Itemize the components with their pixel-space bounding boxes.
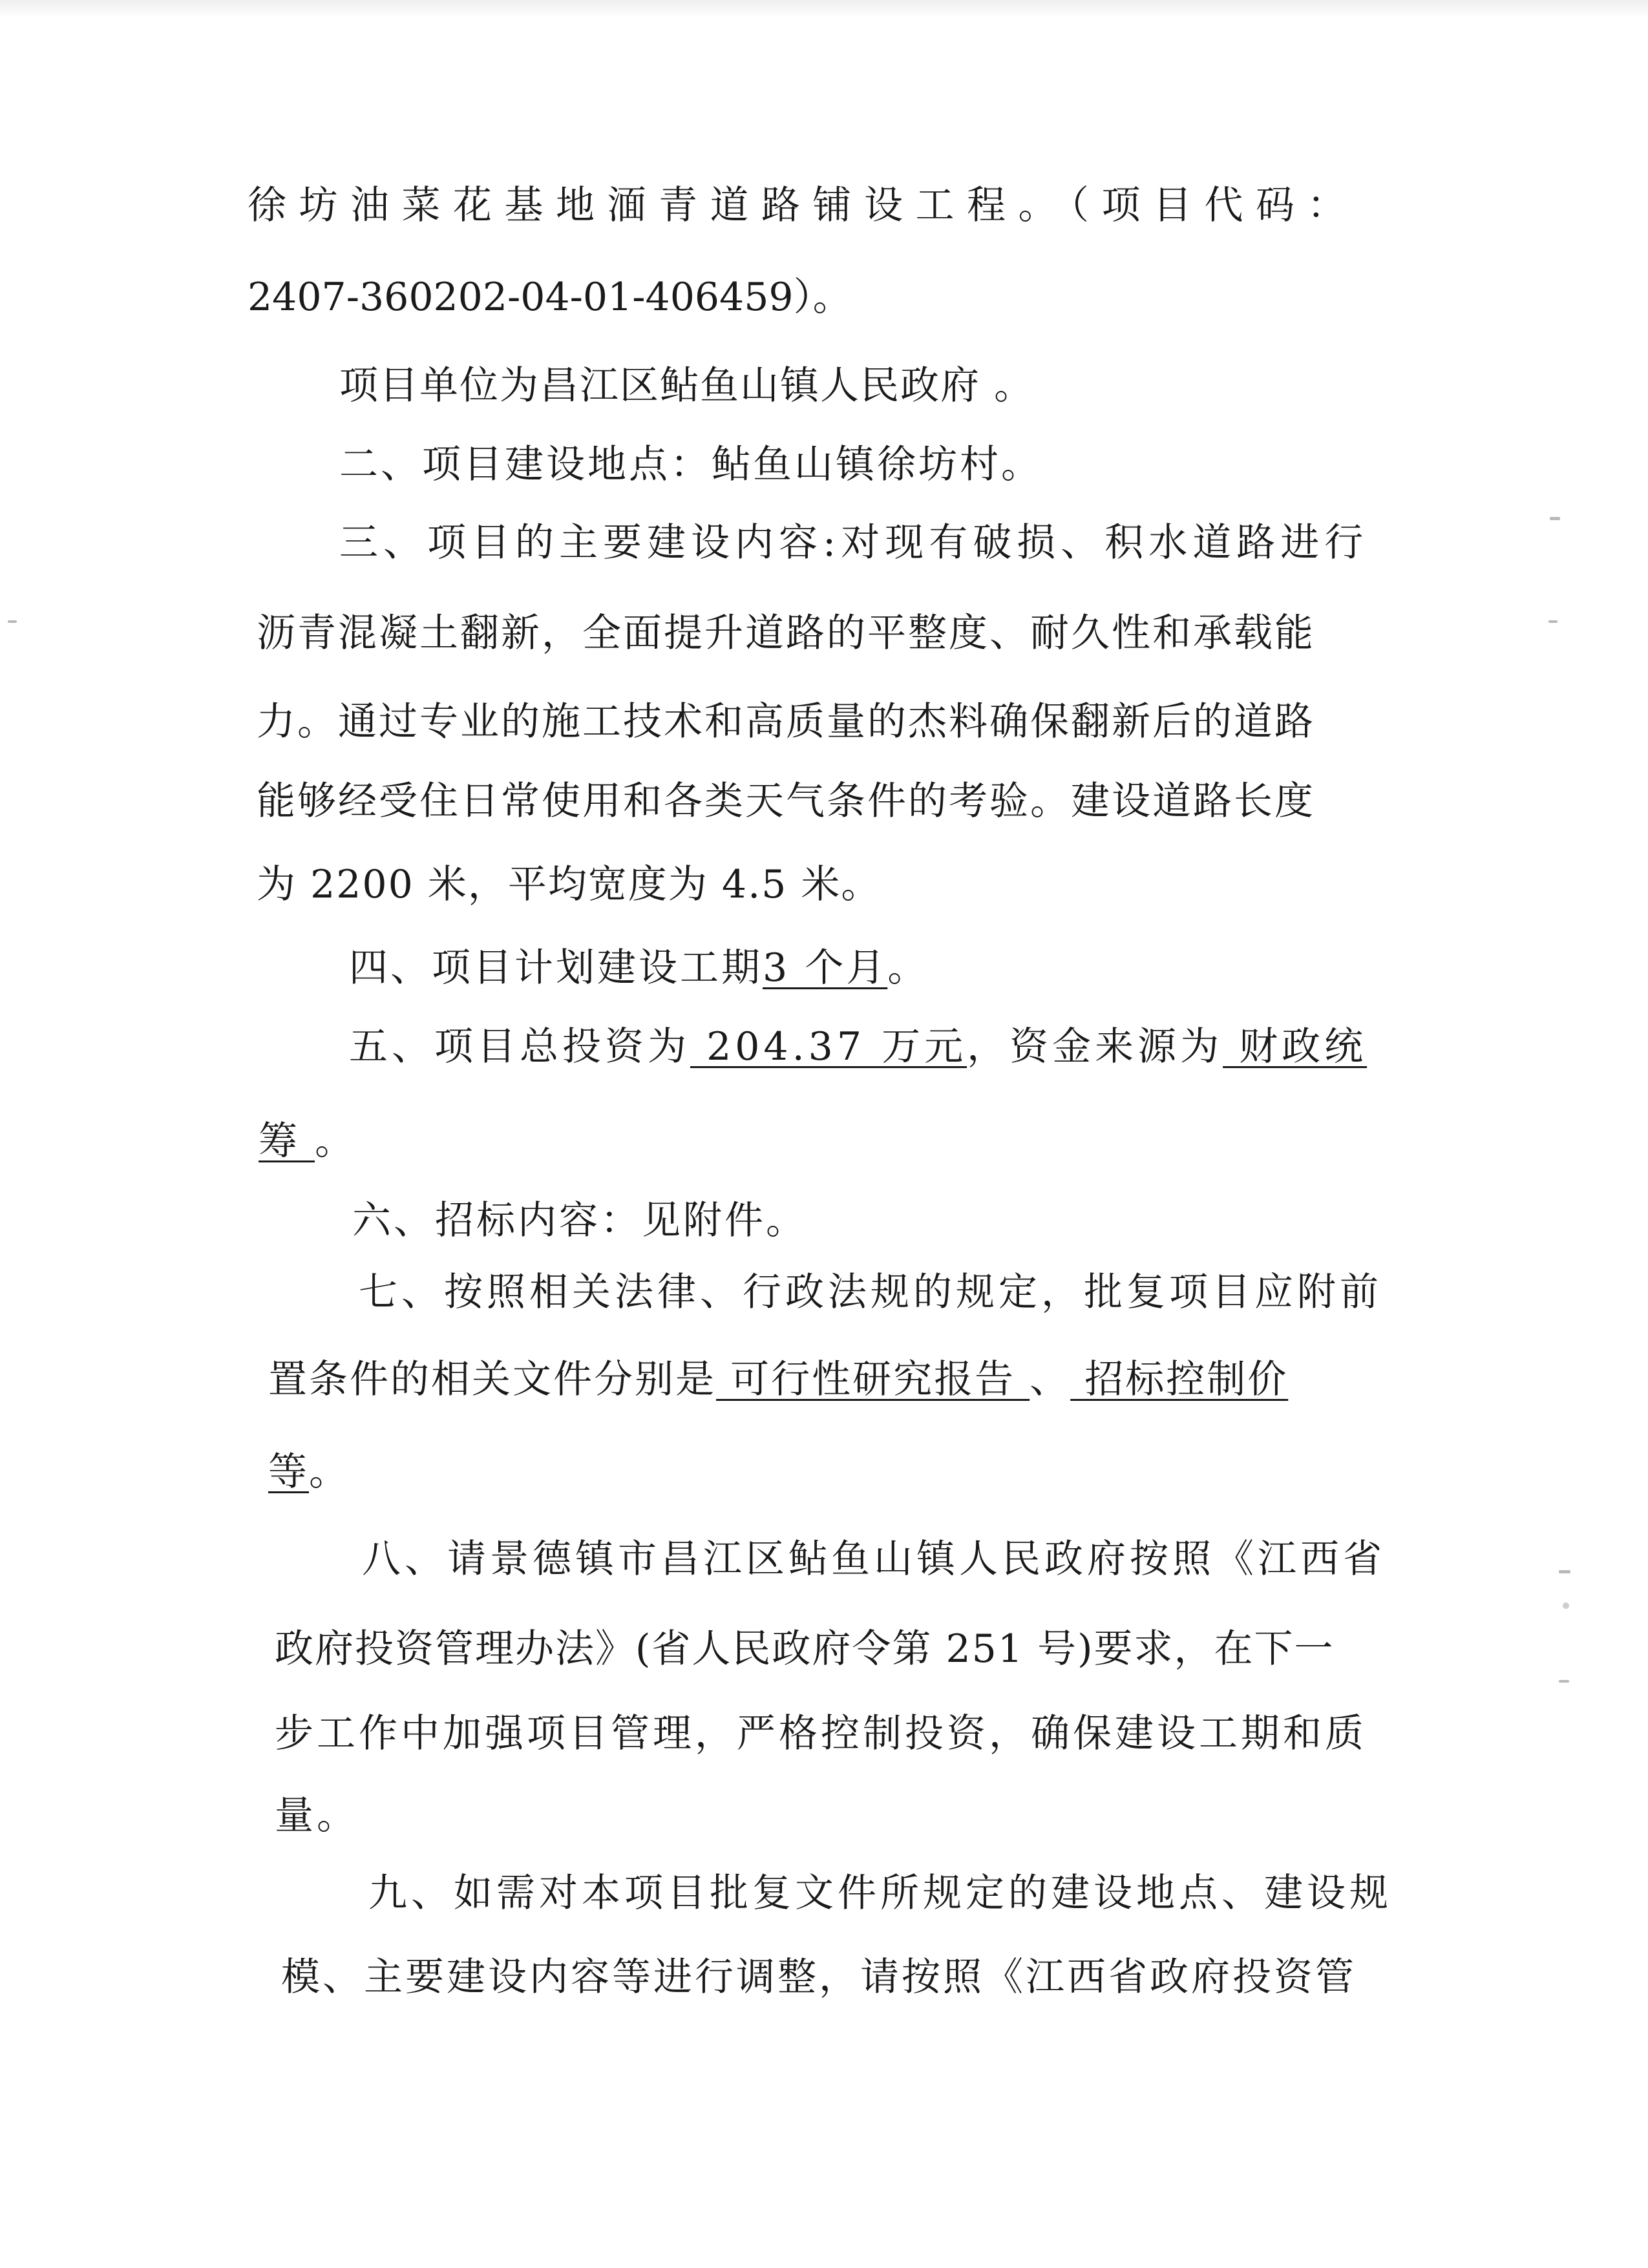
item-3-line-1: 三、项目的主要建设内容:对现有破损、积水道路进行 xyxy=(339,520,1369,565)
item-2-location: 二、项目建设地点：鲇鱼山镇徐坊村。 xyxy=(339,442,1042,487)
item-5-suffix: 。 xyxy=(315,1118,357,1164)
intro-line-1: 徐坊油菜花基地湎青道路铺设工程。（项目代码： xyxy=(248,183,1358,228)
item-9-line-1: 九、如需对本项目批复文件所规定的建设地点、建设规 xyxy=(368,1871,1392,1916)
scan-speck xyxy=(1559,1570,1570,1573)
item-7-line-2 xyxy=(268,1354,1288,1405)
project-unit: 项目单位为昌江区鲇鱼山镇人民政府 。 xyxy=(339,363,1035,408)
scan-speck xyxy=(1559,1680,1569,1683)
item-3-line-3: 力。通过专业的施工技术和高质量的杰料确保翻新后的道路 xyxy=(257,699,1315,744)
scan-speck xyxy=(1563,1602,1569,1609)
item-7-doc-1: 可行性研究报告 xyxy=(716,1357,1030,1402)
item-8-line-1: 八、请景德镇市昌江区鲇鱼山镇人民政府按照《江西省 xyxy=(362,1537,1386,1582)
item-5-line-2 xyxy=(259,1115,356,1167)
item-8-line-3: 步工作中加强项目管理，严格控制投资，确保建设工期和质 xyxy=(275,1711,1367,1756)
scan-speck xyxy=(1550,517,1560,520)
item-5-middle: ，资金来源为 xyxy=(967,1024,1223,1069)
item-3-line-4: 能够经受住日常使用和各类天气条件的考验。建设道路长度 xyxy=(257,779,1315,824)
intro-line-2: 2407-360202-04-01-406459）。 xyxy=(248,275,852,320)
item-5-investment xyxy=(349,1021,1367,1073)
item-8-line-2: 政府投资管理办法》(省人民政府令第 251 号)要求，在下一 xyxy=(275,1626,1335,1672)
item-4-prefix: 四、项目计划建设工期 xyxy=(349,945,763,991)
item-6-bidding: 六、招标内容：见附件。 xyxy=(352,1198,807,1243)
item-7-doc-2-part-1: 招标控制价 xyxy=(1070,1357,1289,1402)
item-7-suffix: 。 xyxy=(309,1449,350,1495)
item-7-prefix: 置条件的相关文件分别是 xyxy=(268,1357,716,1402)
item-7-line-3 xyxy=(268,1446,350,1498)
item-4-period xyxy=(349,942,929,994)
item-4-suffix: 。 xyxy=(887,945,929,991)
item-4-period-value: 3 个月 xyxy=(763,945,888,991)
item-7-doc-2-part-2: 等 xyxy=(268,1449,309,1495)
item-7-separator: 、 xyxy=(1030,1357,1071,1402)
item-5-source-part-1: 财政统 xyxy=(1223,1024,1368,1069)
item-5-source-part-2: 筹 xyxy=(259,1118,315,1164)
item-3-line-5: 为 2200 米，平均宽度为 4.5 米。 xyxy=(257,862,882,907)
scan-speck xyxy=(8,620,17,623)
item-9-line-2: 模、主要建设内容等进行调整，请按照《江西省政府投资管 xyxy=(281,1955,1357,2000)
item-8-line-4: 量。 xyxy=(275,1793,359,1838)
item-5-prefix: 五、项目总投资为 xyxy=(349,1024,690,1069)
item-7-line-1: 七、按照相关法律、行政法规的规定，批复项目应附前 xyxy=(359,1270,1382,1315)
item-5-investment-value: 204.37 万元 xyxy=(690,1024,967,1069)
scan-speck xyxy=(1548,620,1558,623)
item-3-line-2: 沥青混凝土翻新，全面提升道路的平整度、耐久性和承载能 xyxy=(257,611,1315,656)
